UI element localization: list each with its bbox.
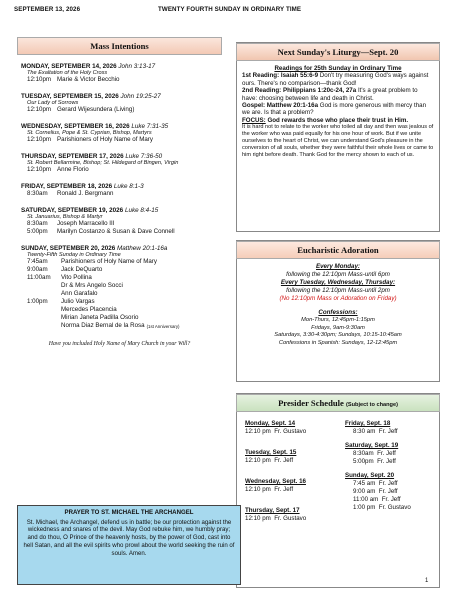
confessions-lines: [237, 317, 439, 347]
mass-intentions-list: [17, 55, 222, 236]
mass-day-heading: [21, 183, 218, 190]
presider-subtitle: (Subject to change): [346, 402, 398, 408]
liturgy-content: [237, 61, 439, 163]
sunday-intention-row: [21, 298, 218, 306]
mass-day-block: [21, 63, 218, 84]
mass-intention: Marilyn Costanzo & Susan & Dave Connell: [57, 228, 175, 235]
sunday-block: [17, 245, 222, 331]
tue-thu-label: Every Tuesday, Wednesday, Thursday:: [280, 279, 396, 286]
bulletin-date: SEPTEMBER 13, 2026: [14, 6, 81, 13]
mass-time: 12:10pm: [27, 106, 52, 113]
presider-entry: 7:45 am Fr. Jeff: [353, 480, 398, 487]
sunday-intention: Norma Diaz Bernal de la Rosa: [61, 322, 145, 329]
gospel-reading: Gospel: Matthew 20:1-16a God is more generous with mercy than we are. Is that a problem?: [242, 102, 427, 117]
presider-day-block: [345, 472, 437, 512]
sunday-time: [21, 322, 61, 331]
mass-day-reading: Luke 8:4-15: [124, 207, 159, 214]
mass-intention: Joseph Marracello III: [57, 220, 115, 227]
confession-line: Mon-Thurs, 12:45pm-1:15pm: [301, 317, 375, 323]
presider-title: Presider Schedule: [278, 398, 344, 408]
presider-day: Friday, Sept. 18: [345, 420, 391, 427]
adoration-title: Eucharistic Adoration: [236, 241, 440, 259]
mass-time: 12:10pm: [27, 166, 52, 173]
presider-entry: 11:00 am Fr. Jeff: [353, 496, 401, 503]
mass-day-block: [21, 123, 218, 144]
sunday-time: 9:00am: [27, 266, 48, 273]
mass-day-reading: John 3:13-17: [118, 63, 156, 70]
mass-day-heading: [21, 207, 218, 214]
st-michael-prayer-box: [17, 505, 241, 585]
readings-heading: Readings for 25th Sunday in Ordinary Time: [274, 65, 402, 72]
mass-day-reading: John 19:25-27: [120, 93, 161, 100]
sunday-intention-row: [21, 290, 218, 298]
adoration-content: [237, 259, 439, 347]
presider-entry: 12:10 pm Fr. Jeff: [245, 457, 294, 464]
sunday-intention: Vito Pollina: [61, 274, 92, 281]
mass-day-block: [21, 93, 218, 114]
presider-entry: 8:30am Fr. Jeff: [353, 450, 396, 457]
presider-day-block: [245, 507, 341, 523]
sunday-intention-row: [21, 306, 218, 314]
mass-intention: Gerard Wijesundera (Living): [57, 106, 135, 113]
sunday-time: 11:00am: [27, 274, 51, 281]
liturgy-panel: [236, 42, 440, 232]
monday-label: Every Monday:: [315, 263, 360, 270]
mass-day-heading: [21, 93, 218, 100]
presider-day: Saturday, Sept. 19: [345, 442, 399, 449]
sunday-intention: Mercedes Placencia: [61, 306, 117, 313]
presider-day: Tuesday, Sept. 15: [245, 449, 297, 456]
mass-feast: St. Cornelius, Pope & St. Cyprian, Bishop, Martyrs: [27, 130, 152, 136]
presider-entry: 8:30 am Fr. Jeff: [353, 428, 398, 435]
confession-line: Fridays, 9am-9:30am: [311, 324, 365, 331]
presider-entry: 12:10 pm Fr. Jeff: [245, 486, 294, 493]
mass-time: 8:30am: [27, 220, 48, 227]
sunday-intention: Parishioners of Holy Name of Mary: [61, 258, 157, 265]
mass-intentions-panel: [17, 37, 222, 502]
sunday-time: 1:00pm: [27, 298, 48, 305]
mass-intention-row: [21, 228, 218, 236]
presider-day-block: [245, 478, 341, 494]
mass-time: 12:10pm: [27, 136, 52, 143]
focus: FOCUS: God rewards those who place their trust in Him.: [242, 116, 409, 124]
sunday-intention-row: [21, 314, 218, 322]
mass-day-name: FRIDAY, SEPTEMBER 18, 2026: [21, 183, 113, 190]
will-note: Have you included Holy Name of Mary Church in your Will?: [48, 341, 191, 347]
sunday-intention: Ann Garafalo: [61, 290, 98, 297]
sunday-rows: [21, 258, 218, 331]
mass-time: 12:10pm: [27, 76, 52, 83]
friday-note: (No 12:10pm Mass or Adoration on Friday): [279, 295, 397, 302]
presider-right-column: [345, 420, 437, 512]
mass-intention-row: [21, 136, 218, 144]
sunday-time: [21, 282, 61, 290]
mass-day-name: THURSDAY, SEPTEMBER 17, 2026: [21, 153, 124, 160]
sunday-intention-row: [21, 282, 218, 290]
presider-day-block: [245, 449, 341, 465]
mass-day-name: WEDNESDAY, SEPTEMBER 16, 2026: [21, 123, 130, 130]
sunday-time: [21, 314, 61, 322]
mass-intentions-title: Mass Intentions: [17, 37, 222, 55]
mass-intention: Ronald J. Bergmann: [57, 190, 114, 197]
presider-day: Sunday, Sept. 20: [345, 472, 395, 479]
focus-text: It is hard not to relate to the worker who toiled all day and then was jealous of the worker who was paid equally for his one hour of work. But if we unite ourselves to the heart of Christ, we can understand God's pleasure in the conversion of all souls, whether they were faithful their whole lives or came to him right before death. Thank God for the mercy shown to each of us.: [242, 124, 434, 159]
mass-intention-row: [21, 166, 218, 174]
mass-day-reading: Luke 7:31-35: [131, 123, 169, 130]
mass-day-block: [21, 183, 218, 198]
mass-time: 5:00pm: [27, 228, 48, 235]
presider-left-column: [245, 420, 341, 523]
adoration-panel: [236, 240, 440, 382]
presider-entry: 1:00 pm Fr. Gustavo: [353, 504, 411, 511]
mass-day-block: [21, 207, 218, 236]
sunday-time: [21, 290, 61, 298]
mass-feast: The Exaltation of the Holy Cross: [27, 70, 108, 76]
second-reading: 2nd Reading: Philippians 1:20c-24, 27a It's a great problem to have: choosing between life and death in Christ.: [242, 87, 418, 102]
bulletin-title: TWENTY FOURTH SUNDAY IN ORDINARY TIME: [158, 6, 302, 13]
monday-text: following the 12:10pm Mass-until 6pm: [286, 271, 390, 278]
mass-day-heading: [21, 123, 218, 130]
sunday-intention: Dr & Mrs Angelo Socci: [61, 282, 123, 289]
sunday-day: SUNDAY, SEPTEMBER 20, 2026 Matthew 20:1-16a: [21, 245, 168, 252]
mass-intention-row: [21, 220, 218, 228]
presider-panel: [236, 393, 440, 588]
mass-intention: Parishioners of Holy Name of Mary: [57, 136, 153, 143]
sunday-intention: Mirian Janeta Padilla Osorio: [61, 314, 139, 321]
sunday-intention: Jack DeQuarto: [61, 266, 103, 273]
sunday-intention-row: [21, 266, 218, 274]
presider-title-bar: [236, 394, 440, 412]
sunday-intention: Julio Vargas: [61, 298, 95, 305]
mass-intention-row: [21, 106, 218, 114]
mass-day-block: [21, 153, 218, 174]
sunday-time: [21, 306, 61, 314]
confession-line: Confessions in Spanish: Sundays, 12-12:45pm: [278, 339, 398, 346]
mass-feast: St. Robert Bellarmine, Bishop; St. Hildegard of Bingen, Virgin: [27, 160, 179, 166]
tue-thu-text: following the 12:10pm Mass-until 2pm: [286, 287, 390, 294]
sunday-feast: Twenty-Fifth Sunday in Ordinary Time: [27, 252, 121, 258]
sunday-intention-row: [21, 322, 218, 331]
sunday-intention-row: [21, 274, 218, 282]
page-number: 1: [425, 578, 429, 584]
mass-intention: Anne Florio: [57, 166, 89, 173]
presider-day: Monday, Sept. 14: [245, 420, 296, 427]
mass-feast: St. Januarius, Bishop & Martyr: [27, 214, 103, 220]
mass-time: 8:30am: [27, 190, 48, 197]
prayer-text: St. Michael, the Archangel, defend us in battle; be our protection against the wickedness and snares of the devil. May God rebuke him, we humbly pray; and do thou, O Prince of the heavenly hosts, by the power of God, cast into hell Satan, and all the evil spirits who prowl about the world seeking the ruin of souls. Amen.: [23, 518, 235, 557]
presider-entry: 5:00pm Fr. Jeff: [353, 458, 396, 465]
mass-day-name: TUESDAY, SEPTEMBER 15, 2026: [21, 93, 119, 100]
presider-day: Thursday, Sept. 17: [245, 507, 300, 514]
liturgy-title: Next Sunday's Liturgy—Sept. 20: [236, 43, 440, 61]
anniversary-note: (1st Anniversary): [146, 324, 180, 329]
first-reading: 1st Reading: Isaiah 55:6-9 Don't try measuring God's ways against ours. There's no comparison—thank God!: [242, 72, 429, 87]
mass-feast: Our Lady of Sorrows: [27, 100, 79, 106]
mass-day-reading: Luke 7:36-50: [125, 153, 163, 160]
mass-day-heading: [21, 63, 218, 70]
presider-entry: 9:00 am Fr. Jeff: [353, 488, 398, 495]
presider-entry: 12:10 pm Fr. Gustavo: [245, 428, 307, 435]
mass-intention: Marie & Victor Becchio: [57, 76, 120, 83]
mass-day-name: SATURDAY, SEPTEMBER 19, 2026: [21, 207, 124, 214]
prayer-title: PRAYER TO ST. MICHAEL THE ARCHANGEL: [64, 509, 194, 516]
mass-day-reading: Luke 8:1-3: [113, 183, 144, 190]
presider-day-block: [245, 420, 341, 436]
presider-day: Wednesday, Sept. 16: [245, 478, 306, 485]
presider-day-block: [345, 442, 437, 466]
confessions-label: Confessions:: [318, 309, 358, 316]
presider-entry: 12:10 pm Fr. Gustavo: [245, 515, 307, 522]
mass-day-heading: [21, 153, 218, 160]
mass-intention-row: [21, 190, 218, 198]
mass-intention-row: [21, 76, 218, 84]
mass-day-name: MONDAY, SEPTEMBER 14, 2026: [21, 63, 117, 70]
presider-day-block: [345, 420, 437, 436]
sunday-intention-row: [21, 258, 218, 266]
confession-line: Saturdays, 3:30-4:30pm; Sundays, 10:15-10:45am: [274, 332, 402, 339]
sunday-time: 7:45am: [27, 258, 48, 265]
